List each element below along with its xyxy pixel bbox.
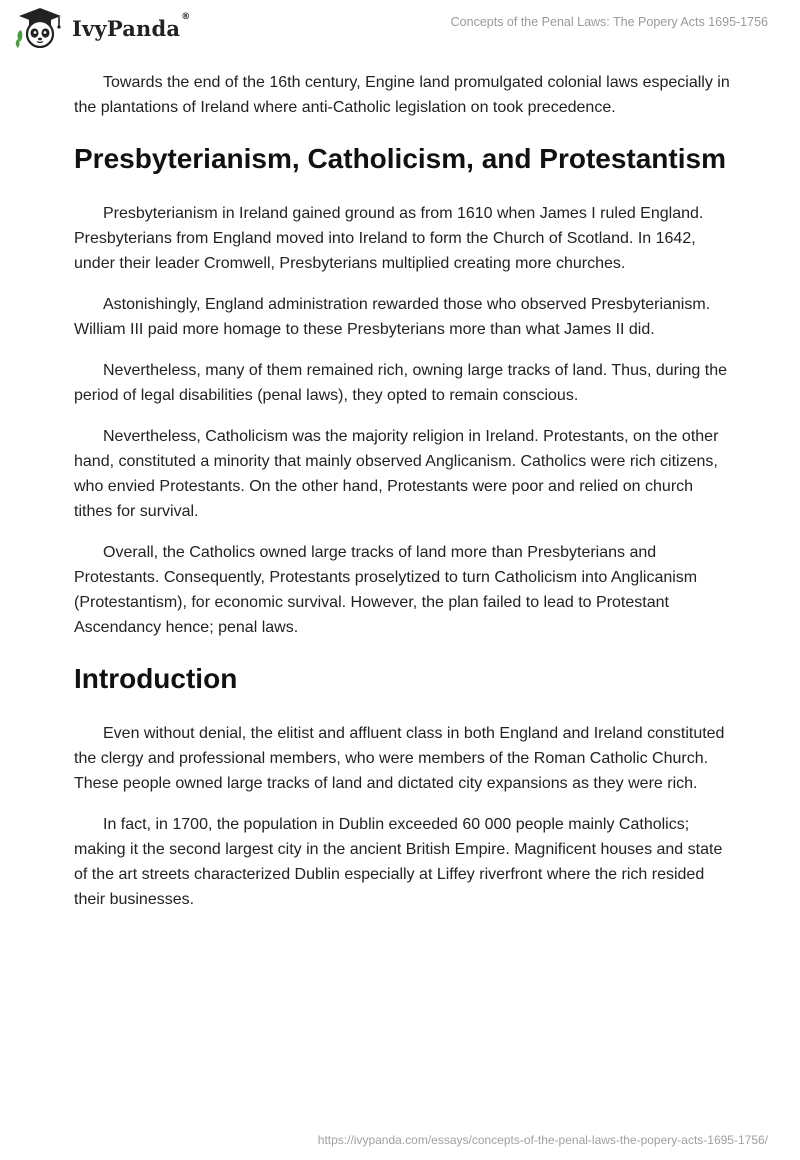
- paragraph: Nevertheless, many of them remained rich, owning large tracks of land. Thus, during the period of legal disabilities (penal laws), they opted to remain conscious.: [74, 362, 728, 404]
- registered-mark: ®: [181, 11, 191, 22]
- panda-logo-icon: [14, 6, 66, 50]
- paragraph: Even without denial, the elitist and affluent class in both England and Ireland constituted the clergy and professional members, who were members of the Roman Catholic Church. These people owned large tracks of land and dictated city expansions as they were rich.: [74, 725, 725, 792]
- paragraph: Overall, the Catholics owned large tracks of land more than Presbyterians and Protestants. Consequently, Protestants proselytized to turn Catholicism into Anglicanism (Protestantism), for economic survival. However, the plan failed to lead to Protestant Ascendancy hence; penal laws.: [74, 544, 698, 636]
- paragraph: Towards the end of the 16th century, Engine land promulgated colonial laws especially in the plantations of Ireland where anti-Catholic legislation on took precedence.: [74, 74, 730, 116]
- section-heading-introduction: Introduction: [74, 663, 238, 694]
- page-header: [0, 0, 800, 64]
- essay-content: [74, 70, 734, 928]
- paragraph: In fact, in 1700, the population in Dublin exceeded 60 000 people mainly Catholics; making it the second largest city in the ancient British Empire. Magnificent houses and state of the art streets characterized Dublin especially at Liffey riverfront where the rich resided their businesses.: [74, 816, 723, 908]
- document-title: Concepts of the Penal Laws: The Popery Acts 1695-1756: [450, 15, 768, 29]
- site-logo[interactable]: [14, 6, 190, 50]
- source-url-link[interactable]: https://ivypanda.com/essays/concepts-of-the-penal-laws-the-popery-acts-1695-1756/: [317, 1133, 768, 1147]
- logo-text: IvyPanda®: [72, 11, 191, 41]
- section-heading-presbyterianism: Presbyterianism, Catholicism, and Protestantism: [74, 143, 726, 174]
- paragraph: Astonishingly, England administration rewarded those who observed Presbyterianism. William III paid more homage to these Presbyterians more than what James II did.: [74, 296, 711, 338]
- paragraph: Presbyterianism in Ireland gained ground as from 1610 when James I ruled England. Presbyterians from England moved into Ireland to form the Church of Scotland. In 1642, under their leader Cromwell, Presbyterians multiplied creating more churches.: [74, 205, 704, 272]
- paragraph: Nevertheless, Catholicism was the majority religion in Ireland. Protestants, on the other hand, constituted a minority that mainly observed Anglicanism. Catholics were rich citizens, who envied Protestants. On the other hand, Protestants were poor and relied on church tithes for survival.: [74, 428, 719, 520]
